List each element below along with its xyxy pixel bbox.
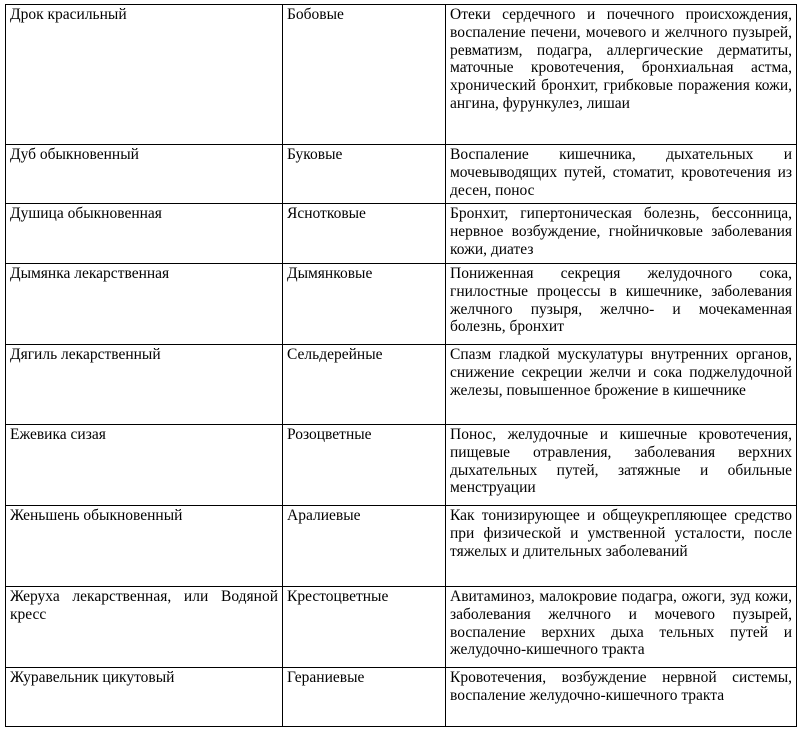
plant-name-cell: Женьшень обыкновенный xyxy=(6,506,283,587)
table-row xyxy=(6,506,797,587)
plant-family-cell: Аралиевые xyxy=(283,506,446,587)
plant-family-cell: Бобовые xyxy=(283,5,446,145)
table-row xyxy=(6,345,797,425)
plant-family-cell: Сельдерейные xyxy=(283,345,446,425)
plant-uses-cell: Кровотечения, возбуждение нервной системы, воспаление желудочно-кишечного тракта xyxy=(446,668,797,727)
plant-uses-cell: Пониженная секреция желудочного сока, гнилостные процессы в кишечнике, заболевания желчного пузыря, желчно- и мочекаменная болезнь, бронхит xyxy=(446,264,797,345)
plant-uses-cell: Бронхит, гипертоническая болезнь, бессонница, нервное возбуждение, гнойничковые заболевания кожи, диатез xyxy=(446,204,797,264)
plant-uses-cell: Отеки сердечного и почечного происхождения, воспаление печени, мочевого и желчного пузырей, ревматизм, подагра, аллергические дерматиты, маточные кровотечения, бронхиальная астма, хронический бронхит, грибковые поражения кожи, ангина, фурункулез, лишаи xyxy=(446,5,797,145)
plant-family-cell: Дымянковые xyxy=(283,264,446,345)
plant-uses-cell: Как тонизирующее и общеукрепляющее средство при физической и умственной усталости, после тяжелых и длительных заболеваний xyxy=(446,506,797,587)
table-row xyxy=(6,587,797,668)
plant-name-cell: Дрок красильный xyxy=(6,5,283,145)
plant-name-cell: Жеруха лекарственная, или Водяной кресс xyxy=(6,587,283,668)
plant-name-cell: Дымянка лекарственная xyxy=(6,264,283,345)
plant-family-cell: Розоцветные xyxy=(283,425,446,506)
table-row xyxy=(6,204,797,264)
plant-name-cell: Ежевика сизая xyxy=(6,425,283,506)
plant-family-cell: Гераниевые xyxy=(283,668,446,727)
table-row xyxy=(6,264,797,345)
plant-name-cell: Душица обыкновенная xyxy=(6,204,283,264)
plant-family-cell: Яснотковые xyxy=(283,204,446,264)
plant-uses-cell: Спазм гладкой мускулатуры внутренних органов, снижение секреции желчи и сока поджелудочной железы, повышенное брожение в кишечнике xyxy=(446,345,797,425)
table-row xyxy=(6,5,797,145)
medicinal-plants-table xyxy=(5,4,797,727)
plant-name-cell: Дуб обыкновенный xyxy=(6,145,283,204)
plant-name-cell: Дягиль лекарственный xyxy=(6,345,283,425)
table-row xyxy=(6,425,797,506)
table-row xyxy=(6,145,797,204)
plant-family-cell: Буковые xyxy=(283,145,446,204)
plant-family-cell: Крестоцветные xyxy=(283,587,446,668)
table-row xyxy=(6,668,797,727)
plant-name-cell: Журавельник цикутовый xyxy=(6,668,283,727)
plant-uses-cell: Понос, желудочные и кишечные кровотечения, пищевые отравления, заболевания верхних дыхательных путей, затяжные и обильные менструации xyxy=(446,425,797,506)
plant-uses-cell: Авитаминоз, малокровие подагра, ожоги, зуд кожи, заболевания желчного и мочевого пузырей, воспаление верхних дыха тельных путей и желудочно-кишечного тракта xyxy=(446,587,797,668)
plant-uses-cell: Воспаление кишечника, дыхательных и мочевыводящих путей, стоматит, кровотечения из десен, понос xyxy=(446,145,797,204)
